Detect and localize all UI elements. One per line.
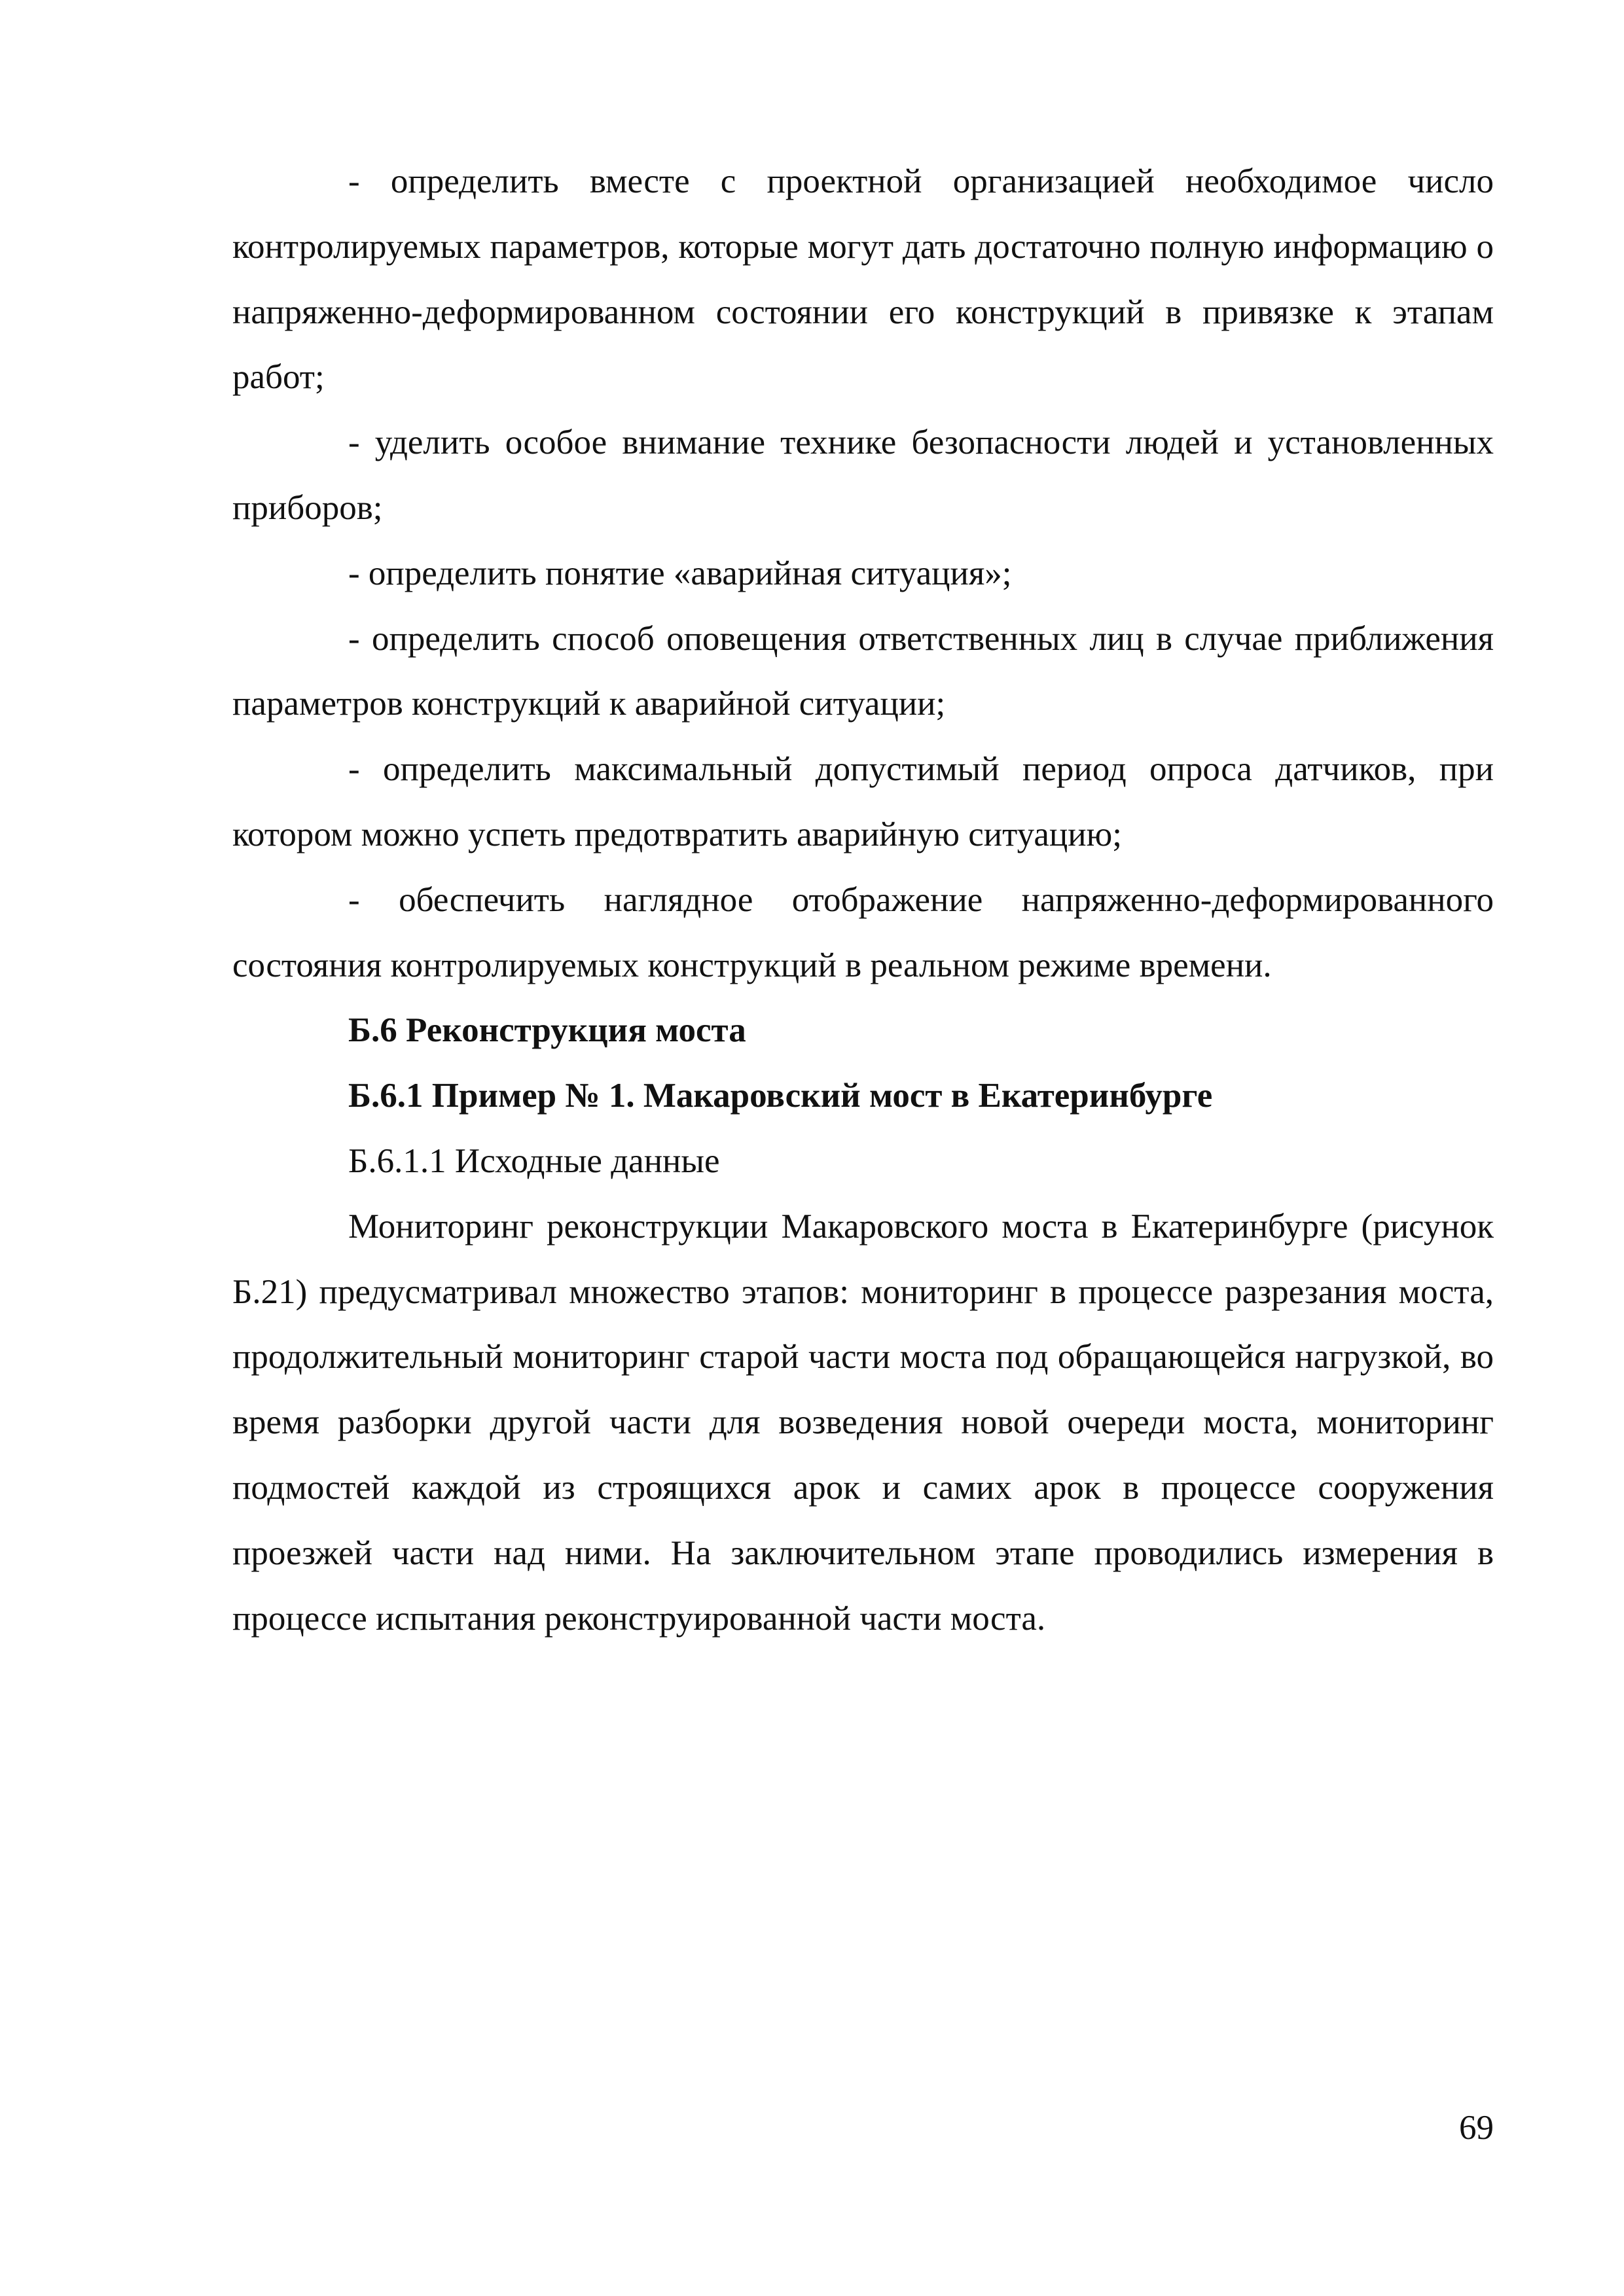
- list-item: - обеспечить наглядное отображение напряженно-деформированного состояния контролируемых конструкций в реальном режиме времени.: [232, 880, 1494, 984]
- page-content: [232, 149, 1494, 1651]
- subsection-heading: Б.6.1 Пример № 1. Макаровский мост в Екатеринбурге: [348, 1077, 1213, 1115]
- page-number: 69: [1459, 2109, 1494, 2147]
- section-heading: Б.6 Реконструкция моста: [348, 1011, 746, 1050]
- list-item: - определить способ оповещения ответственных лиц в случае приближения параметров конструкций к аварийной ситуации;: [232, 619, 1494, 723]
- list-item: - определить вместе с проектной организацией необходимое число контролируемых параметров, которые могут дать достаточно полную информацию о напряженно-деформированном состоянии его конструкций в привязке к этапам работ;: [232, 162, 1494, 397]
- list-item: - уделить особое внимание технике безопасности людей и установленных приборов;: [232, 423, 1494, 527]
- list-item: - определить понятие «аварийная ситуация»;: [348, 554, 1012, 592]
- list-item: - определить максимальный допустимый период опроса датчиков, при котором можно успеть предотвратить аварийную ситуацию;: [232, 750, 1494, 853]
- subsubsection-heading: Б.6.1.1 Исходные данные: [348, 1141, 720, 1180]
- body-paragraph: Мониторинг реконструкции Макаровского моста в Екатеринбурге (рисунок Б.21) предусматривал множество этапов: мониторинг в процессе разрезания моста, продолжительный мониторинг старой части моста под обращающейся нагрузкой, во время разборки другой части для возведения новой очереди моста, мониторинг подмостей каждой из строящихся арок и самих арок в процессе сооружения проезжей части над ними. На заключительном этапе проводились измерения в процессе испытания реконструированной части моста.: [232, 1207, 1494, 1638]
